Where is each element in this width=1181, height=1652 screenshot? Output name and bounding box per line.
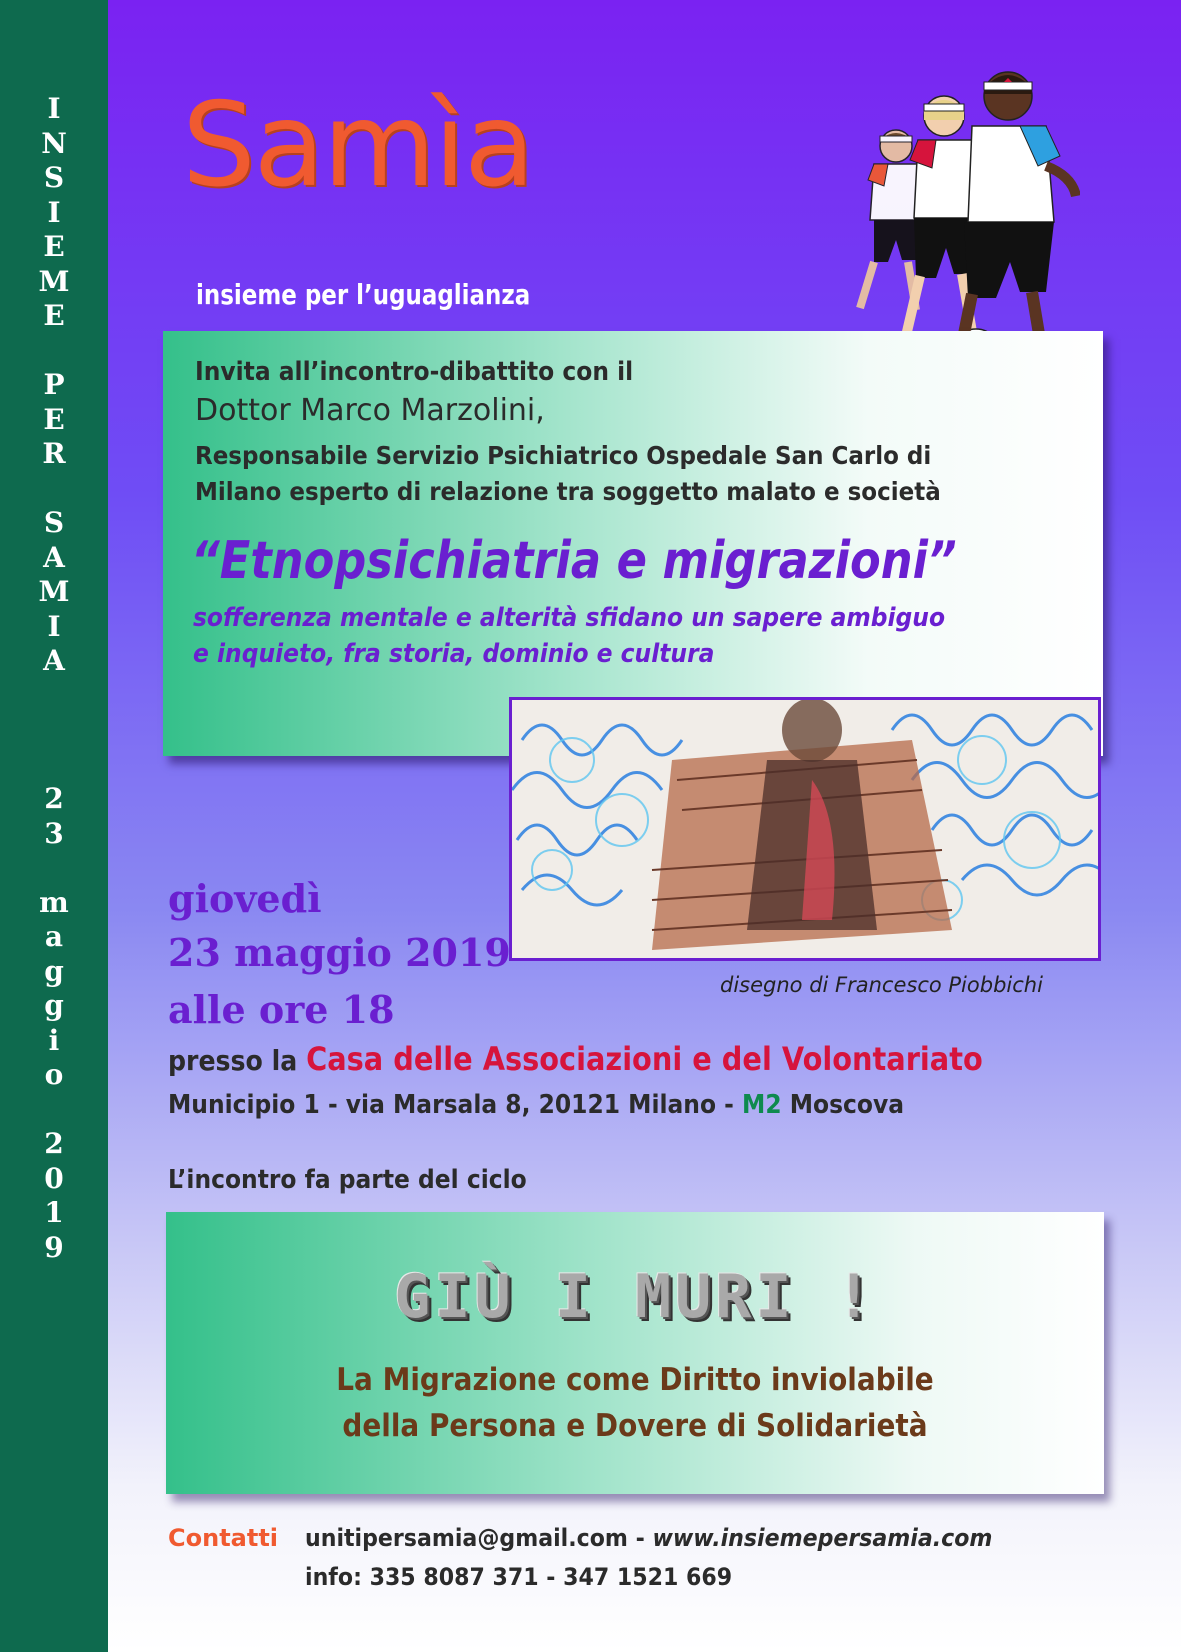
- talk-subtitle-line2: e inquieto, fra storia, dominio e cultura: [193, 639, 715, 669]
- doctor-role-line2: Milano esperto di relazione tra soggetto malato e società: [195, 477, 941, 506]
- sidebar-letter: N: [41, 126, 67, 160]
- sidebar-letter: 3: [44, 816, 64, 850]
- contacts-label: Contatti: [168, 1524, 279, 1552]
- doctor-role-line1: Responsabile Servizio Psichiatrico Ospedale San Carlo di: [195, 441, 932, 470]
- event-date: 23 maggio 2019: [168, 930, 511, 975]
- sidebar-letter: I: [47, 92, 61, 125]
- contacts-line: [305, 1524, 992, 1552]
- event-time: alle ore 18: [168, 987, 395, 1032]
- sidebar-letter: S: [43, 506, 65, 539]
- sidebar-letter: o: [44, 1058, 64, 1091]
- venue-prefix: presso la: [168, 1044, 307, 1077]
- sidebar-letter: I: [47, 195, 61, 229]
- cycle-title: GIÙ I MURI !: [394, 1262, 876, 1332]
- talk-title: “Etnopsichiatria e migrazioni”: [191, 531, 957, 591]
- page-title: Samìa: [182, 78, 534, 213]
- contact-email-link[interactable]: unitipersamia@gmail.com: [305, 1524, 628, 1552]
- sidebar-letter: [0, 748, 108, 783]
- event-venue: [168, 1040, 983, 1078]
- invite-intro: Invita all’incontro-dibattito con il: [195, 357, 634, 387]
- sidebar-letter: 9: [44, 1230, 64, 1264]
- sidebar-letter: [0, 851, 108, 886]
- cycle-subtitle-line2: della Persona e Dovere di Solidarietà: [342, 1408, 928, 1444]
- sidebar-letter: E: [43, 402, 65, 436]
- cycle-subtitle-line1: La Migrazione come Diritto inviolabile: [336, 1362, 934, 1398]
- sidebar-letter: 1: [44, 1196, 64, 1229]
- sidebar-letter: a: [44, 920, 64, 953]
- sidebar-letter: [0, 472, 108, 507]
- sidebar-letter: A: [43, 644, 65, 677]
- sidebar-letter: [0, 334, 108, 369]
- sidebar-letter: 0: [44, 1161, 64, 1195]
- sidebar-letter: I: [47, 609, 61, 643]
- sidebar-letter: g: [44, 954, 64, 988]
- contact-website-link[interactable]: www.insiemepersamia.com: [652, 1524, 993, 1552]
- metro-station: Moscova: [781, 1090, 905, 1120]
- sidebar-letter: A: [43, 540, 65, 574]
- sidebar-letter: i: [48, 1023, 60, 1057]
- sidebar-letter: [0, 679, 108, 714]
- sidebar-letter: 2: [44, 1127, 64, 1160]
- invite-box: [163, 331, 1103, 756]
- contact-separator: -: [627, 1524, 653, 1552]
- sidebar-letter: m: [39, 885, 69, 919]
- sidebar-letter: [0, 713, 108, 748]
- event-day: giovedì: [168, 876, 322, 921]
- venue-name: Casa delle Associazioni e del Volontariato: [306, 1040, 983, 1078]
- metro-line: M2: [742, 1090, 782, 1120]
- cycle-intro: L’incontro fa parte del ciclo: [168, 1165, 527, 1195]
- talk-subtitle-line1: sofferenza mentale e alterità sfidano un sapere ambiguo: [193, 603, 946, 633]
- sidebar-letter: P: [43, 368, 65, 401]
- page-subtitle: insieme per l’uguaglianza: [196, 278, 531, 311]
- contact-phones: info: 335 8087 371 - 347 1521 669: [305, 1563, 733, 1591]
- sidebar-letter: g: [44, 989, 64, 1022]
- doctor-name: Dottor Marco Marzolini,: [195, 393, 545, 428]
- sidebar-letter: M: [38, 575, 70, 608]
- cycle-box: [166, 1212, 1104, 1494]
- sidebar-letter: S: [43, 161, 65, 194]
- sidebar-letter: E: [43, 299, 65, 332]
- address-text: Municipio 1 - via Marsala 8, 20121 Milano -: [168, 1090, 743, 1120]
- sidebar-letter: M: [38, 264, 70, 298]
- drawing-credit: disegno di Francesco Piobbichi: [720, 973, 1043, 997]
- sidebar-letter: 2: [44, 782, 64, 815]
- sidebar-letter: R: [42, 437, 66, 470]
- sidebar-vertical-text: [0, 0, 108, 1652]
- event-address: [168, 1090, 904, 1120]
- sidebar-letter: E: [43, 230, 65, 263]
- sidebar-letter: [0, 1093, 108, 1128]
- person-on-bench-drawing: [509, 697, 1101, 961]
